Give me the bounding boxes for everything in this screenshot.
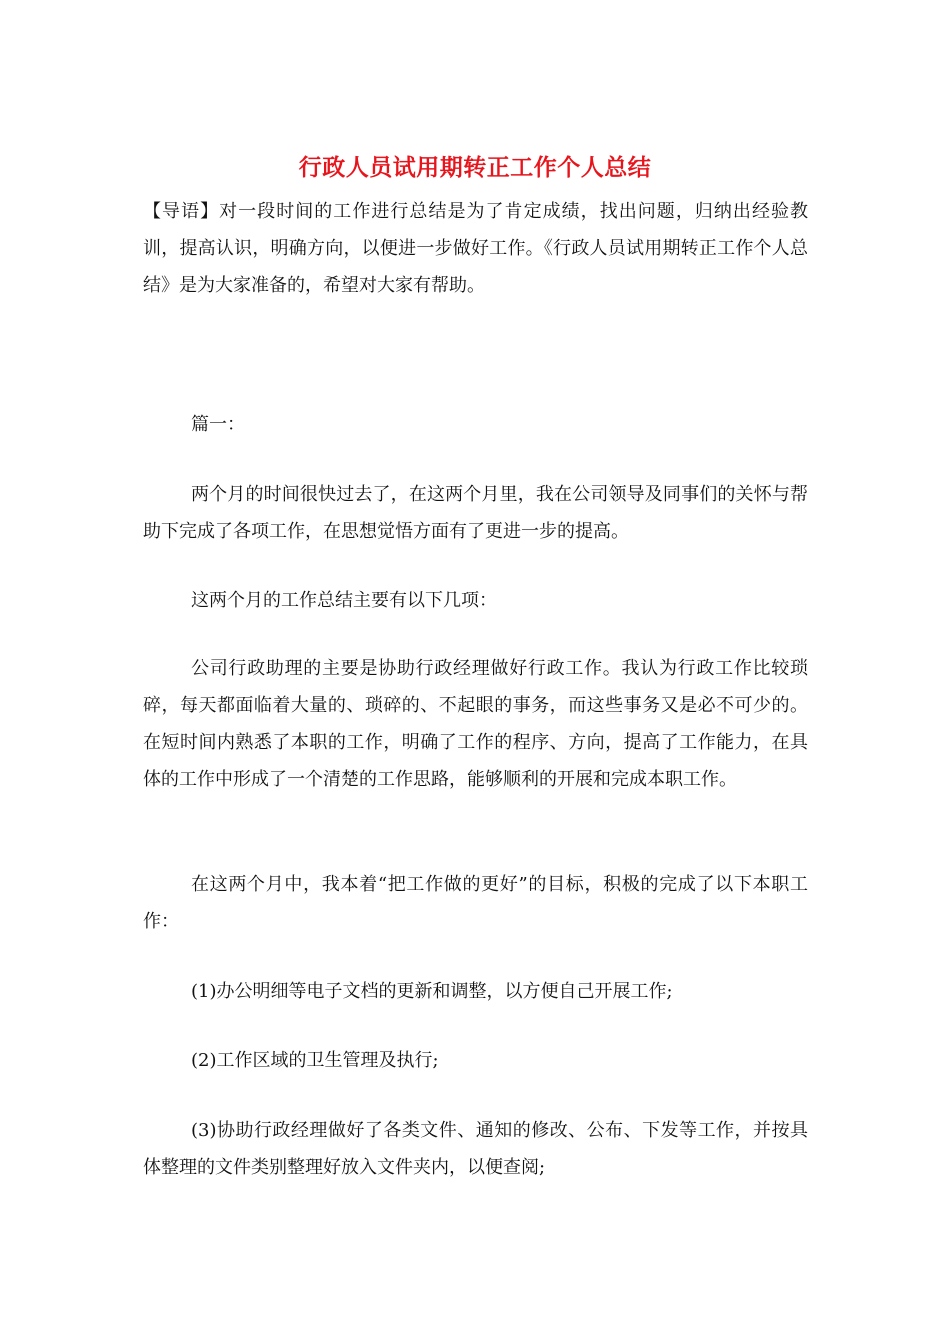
section-heading: 篇一： bbox=[191, 414, 245, 435]
body-paragraph: 公司行政助理的主要是协助行政经理做好行政工作。我认为行政工作比较琐碎，每天都面临着大量的、琐碎的、不起眼的事务，而这些事务又是必不可少的。在短时间内熟悉了本职的工作，明确了工作的程序、方向，提高了工作能力，在具体的工作中形成了一个清楚的工作思路，能够顺利的开展和完成本职工作。 bbox=[143, 658, 808, 790]
intro-paragraph: 【导语】对一段时间的工作进行总结是为了肯定成绩，找出问题，归纳出经验教训，提高认识，明确方向，以便进一步做好工作。《行政人员试用期转正工作个人总结》是为大家准备的，希望对大家有帮助。 bbox=[143, 201, 808, 296]
body-paragraph: 在这两个月中，我本着“把工作做的更好”的目标，积极的完成了以下本职工作： bbox=[143, 874, 808, 932]
body-paragraph: 这两个月的工作总结主要有以下几项： bbox=[191, 590, 497, 611]
document-title: 行政人员试用期转正工作个人总结 bbox=[298, 154, 652, 181]
list-item: (3)协助行政经理做好了各类文件、通知的修改、公布、下发等工作，并按具体整理的文件类别整理好放入文件夹内，以便查阅; bbox=[143, 1120, 808, 1178]
body-paragraph: 两个月的时间很快过去了，在这两个月里，我在公司领导及同事们的关怀与帮助下完成了各项工作，在思想觉悟方面有了更进一步的提高。 bbox=[143, 484, 808, 542]
list-item: (1)办公明细等电子文档的更新和调整，以方便自己开展工作; bbox=[191, 981, 673, 1002]
list-item: (2)工作区域的卫生管理及执行; bbox=[191, 1050, 439, 1071]
